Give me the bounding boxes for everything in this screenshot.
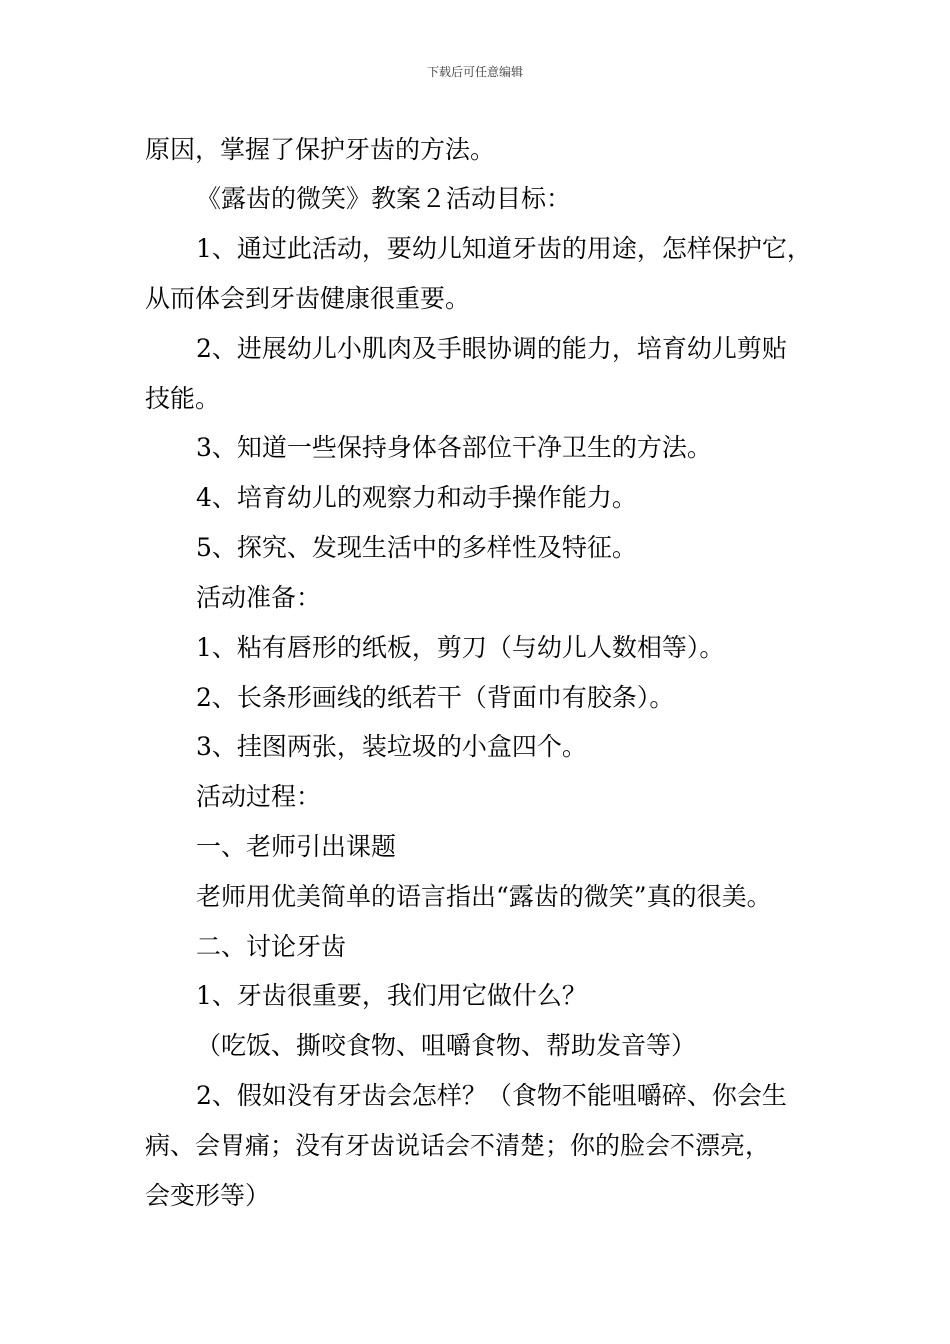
paragraph-line: 从而体会到牙齿健康很重要。 <box>145 284 471 313</box>
section-heading: 一、老师引出课题 <box>196 832 397 861</box>
paragraph-line: 1、粘有唇形的纸板，剪刀（与幼儿人数相等）。 <box>196 633 725 662</box>
section-heading: 活动过程： <box>196 782 322 811</box>
paragraph-line: 3、挂图两张，装垃圾的小盒四个。 <box>196 732 587 761</box>
paragraph-line: 4、培育幼儿的观察力和动手操作能力。 <box>196 483 637 512</box>
paragraph-line: 会变形等） <box>145 1181 271 1210</box>
paragraph-line: 2、进展幼儿小肌肉及手眼协调的能力，培育幼儿剪贴 <box>196 334 787 363</box>
section-heading: 二、讨论牙齿 <box>196 932 347 961</box>
paragraph-line: 5、探究、发现生活中的多样性及特征。 <box>196 533 637 562</box>
paragraph-line: 2、长条形画线的纸若干（背面巾有胶条）。 <box>196 683 675 712</box>
paragraph-line: 1、牙齿很重要，我们用它做什么？ <box>196 981 587 1010</box>
paragraph-line: 1、通过此活动，要幼儿知道牙齿的用途，怎样保护它， <box>196 234 812 263</box>
section-heading: 《露齿的微笑》教案２活动目标： <box>196 184 572 213</box>
paragraph-line: （吃饭、撕咬食物、咀嚼食物、帮助发音等） <box>196 1031 697 1060</box>
paragraph-line: 3、知道一些保持身体各部位干净卫生的方法。 <box>196 433 712 462</box>
page-header: 下载后可任意编辑 <box>426 65 523 79</box>
section-heading: 活动准备： <box>196 583 322 612</box>
paragraph-line: 病、会胃痛；没有牙齿说话会不清楚；你的脸会不漂亮， <box>145 1131 771 1160</box>
paragraph-line: 原因，掌握了保护牙齿的方法。 <box>145 135 496 164</box>
paragraph-line: 2、假如没有牙齿会怎样？（食物不能咀嚼碎、你会生 <box>196 1081 787 1110</box>
paragraph-line: 老师用优美简单的语言指出“露齿的微笑”真的很美。 <box>196 882 772 911</box>
paragraph-line: 技能。 <box>145 384 221 413</box>
